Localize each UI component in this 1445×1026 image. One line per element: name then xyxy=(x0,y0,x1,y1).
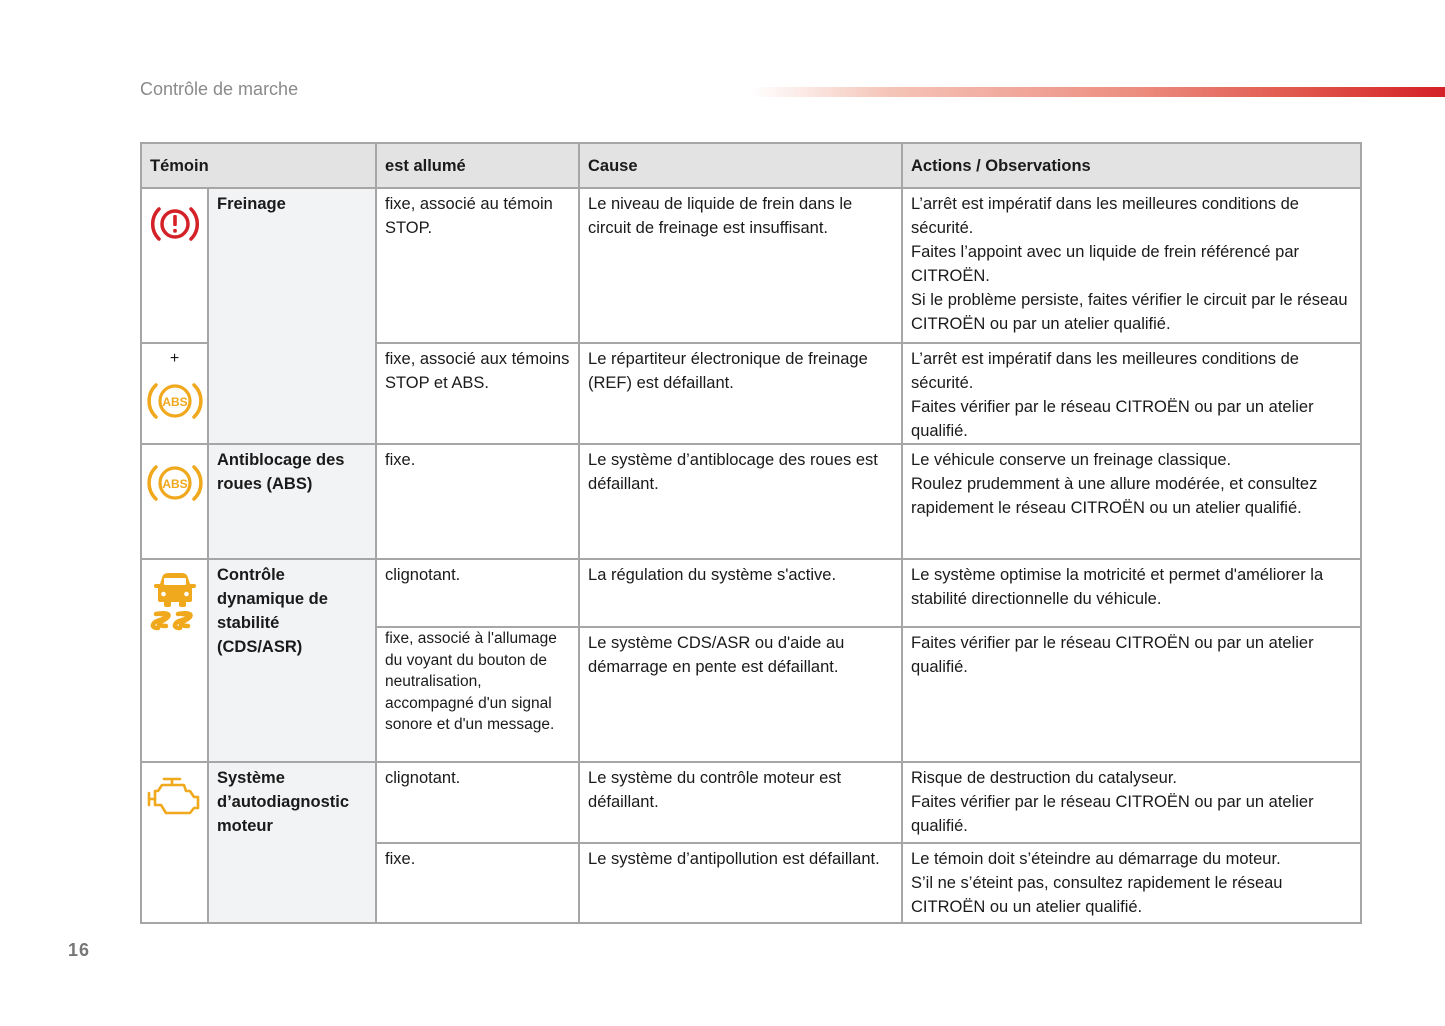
cause-cell: Le système du contrôle moteur est défaillant. xyxy=(579,762,902,843)
cause-cell: Le système d’antipollution est défaillant. xyxy=(579,843,902,923)
header-temoin: Témoin xyxy=(141,143,376,188)
header-actions: Actions / Observations xyxy=(902,143,1361,188)
action-line: Roulez prudemment à une allure modérée, et consultez rapidement le réseau CITROËN ou un atelier qualifié. xyxy=(911,475,1318,517)
action-line: Le véhicule conserve un freinage classique. xyxy=(911,451,1232,469)
svg-text:ABS: ABS xyxy=(161,477,188,491)
plus-sign: + xyxy=(169,350,180,367)
header-est-allume: est allumé xyxy=(376,143,579,188)
engine-check-icon xyxy=(146,775,204,821)
icon-cell xyxy=(141,343,208,444)
action-line: Faites vérifier par le réseau CITROËN ou par un atelier qualifié. xyxy=(911,793,1314,835)
page-number: 16 xyxy=(68,940,91,960)
action-line: Faites vérifier par le réseau CITROËN ou par un atelier qualifié. xyxy=(911,634,1314,676)
action-line: S’il ne s’éteint pas, consultez rapidement le réseau CITROËN ou un atelier qualifié. xyxy=(911,874,1283,916)
stability-control-icon xyxy=(148,570,202,632)
actions-cell xyxy=(902,627,1361,762)
action-line: L’arrêt est impératif dans les meilleures conditions de sécurité. xyxy=(911,195,1299,237)
table-row xyxy=(141,762,1361,843)
table-row xyxy=(141,444,1361,559)
header-accent-bar xyxy=(752,87,1445,97)
action-line: Risque de destruction du catalyseur. xyxy=(911,769,1178,787)
icon-cell xyxy=(141,188,208,343)
cause-cell: La régulation du système s'active. xyxy=(579,559,902,627)
action-line: L’arrêt est impératif dans les meilleures conditions de sécurité. xyxy=(911,350,1299,392)
action-line: Si le problème persiste, faites vérifier le circuit par le réseau CITROËN ou par un atelier qualifié. xyxy=(911,291,1348,333)
section-title: Contrôle de marche xyxy=(140,79,299,99)
abs-icon xyxy=(147,377,203,425)
action-line: Le témoin doit s’éteindre au démarrage du moteur. xyxy=(911,850,1281,868)
actions-cell xyxy=(902,559,1361,627)
group-name-cds-asr: Contrôle dynamique de stabilité (CDS/ASR) xyxy=(208,559,376,762)
actions-cell xyxy=(902,843,1361,923)
cause-cell: Le système d’antiblocage des roues est défaillant. xyxy=(579,444,902,559)
group-name-freinage: Freinage xyxy=(208,188,376,444)
group-name-abs: Antiblocage des roues (ABS) xyxy=(208,444,376,559)
action-line: Le système optimise la motricité et permet d'améliorer la stabilité directionnelle du véhicule. xyxy=(911,566,1324,608)
action-line: Faites vérifier par le réseau CITROËN ou par un atelier qualifié. xyxy=(911,398,1314,440)
abs-icon xyxy=(147,459,203,507)
est-allume-cell: clignotant. xyxy=(376,559,579,627)
est-allume-cell: fixe, associé aux témoins STOP et ABS. xyxy=(376,343,579,444)
action-line: Faites l’appoint avec un liquide de frein référencé par CITROËN. xyxy=(911,243,1299,285)
brake-warning-icon xyxy=(150,199,200,249)
est-allume-cell: fixe. xyxy=(376,444,579,559)
est-allume-cell: fixe, associé au témoin STOP. xyxy=(376,188,579,343)
actions-cell xyxy=(902,188,1361,343)
icon-cell xyxy=(141,444,208,559)
table-row xyxy=(141,559,1361,627)
warning-lights-table xyxy=(140,142,1362,924)
actions-cell xyxy=(902,762,1361,843)
svg-text:ABS: ABS xyxy=(161,395,188,409)
table-row xyxy=(141,188,1361,343)
header-cause: Cause xyxy=(579,143,902,188)
cause-cell: Le système CDS/ASR ou d'aide au démarrage en pente est défaillant. xyxy=(579,627,902,762)
est-allume-cell: fixe. xyxy=(376,843,579,923)
icon-cell xyxy=(141,762,208,923)
table-header-row xyxy=(141,143,1361,188)
est-allume-cell: fixe, associé à l'allumage du voyant du bouton de neutralisation, accompagné d'un signal sonore et d'un message. xyxy=(376,627,579,762)
group-name-engine-diagnostics: Système d’autodiagnostic moteur xyxy=(208,762,376,923)
actions-cell xyxy=(902,343,1361,444)
icon-cell xyxy=(141,559,208,762)
est-allume-cell: clignotant. xyxy=(376,762,579,843)
actions-cell xyxy=(902,444,1361,559)
cause-cell: Le niveau de liquide de frein dans le circuit de freinage est insuffisant. xyxy=(579,188,902,343)
cause-cell: Le répartiteur électronique de freinage (REF) est défaillant. xyxy=(579,343,902,444)
